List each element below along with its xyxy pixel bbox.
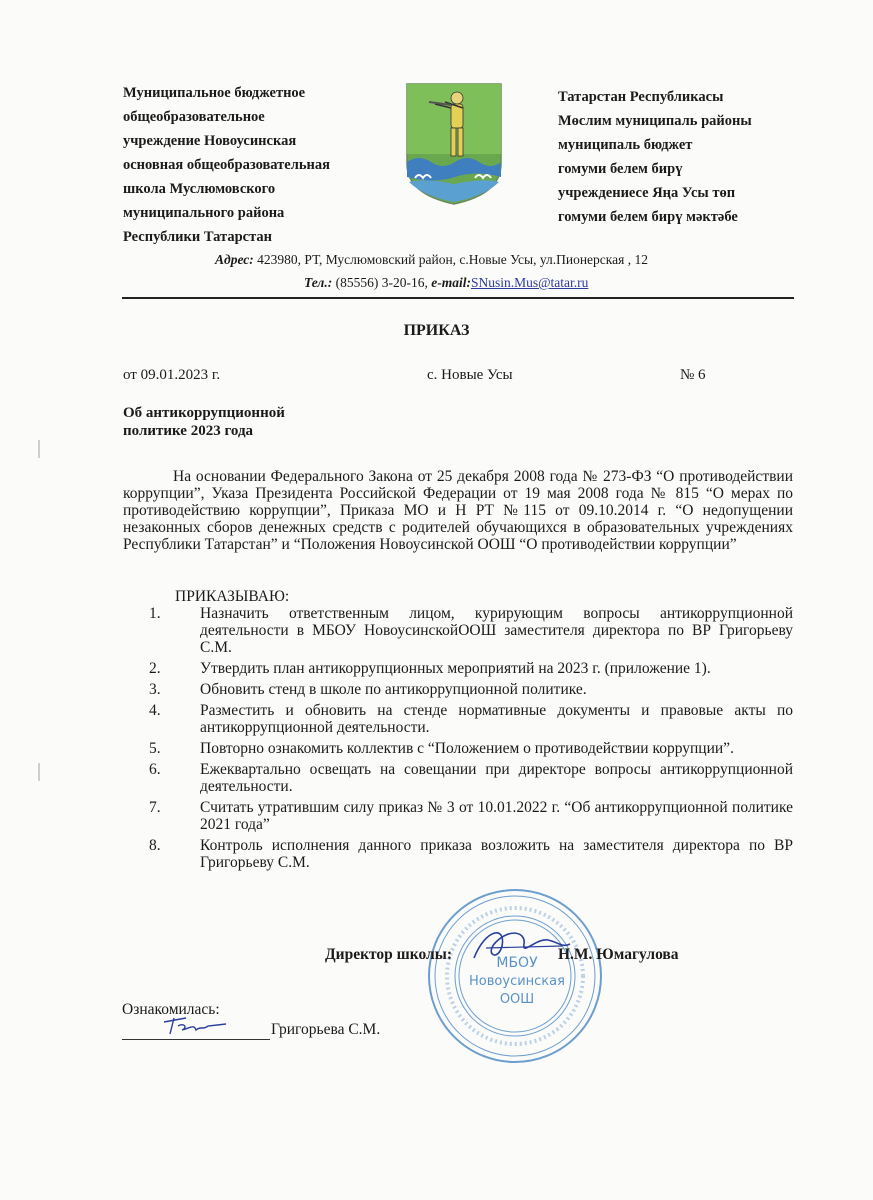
- document-date: от 09.01.2023 г.: [123, 367, 221, 383]
- list-item: [123, 681, 793, 698]
- coat-of-arms-icon: [405, 82, 503, 206]
- list-item: [123, 702, 793, 736]
- item-text: Считать утратившим силу приказ № 3 от 10.01.2022 г. “Об антикоррупционной политике 2021 года”: [200, 799, 793, 833]
- acknowledgement-signature-line: [122, 1039, 270, 1040]
- document-body: На основании Федерального Закона от 25 декабря 2008 года № 273-ФЗ “О противодействии коррупции”, Указа Президента Российской Федерации от 19 мая 2008 года № 815 “О мерах по противодействию коррупции”, Приказа МО и Н РТ №115 от 09.10.2014 г. “О недопущении незаконных сборов денежных средств с родителей обучающихся в образовательных учреждениях Республики Татарстан” и “Положения Новоусинской ООШ “О противодействии коррупции”: [123, 468, 793, 553]
- item-text: Утвердить план антикоррупционных мероприятий на 2023 г. (приложение 1).: [200, 660, 711, 677]
- header-right-line: гомуми белем бирү мәктәбе: [558, 209, 738, 225]
- list-item: [123, 761, 793, 795]
- address-text: 423980, РТ, Муслюмовский район, с.Новые Усы, ул.Пионерская , 12: [253, 252, 648, 267]
- item-number: 1.: [149, 605, 161, 622]
- header-left-org-name: [123, 81, 330, 249]
- list-item: [123, 837, 793, 871]
- document-number: № 6: [680, 367, 706, 383]
- item-text: Повторно ознакомить коллектив с “Положением о противодействии коррупции”.: [200, 740, 734, 757]
- item-number: 5.: [149, 740, 161, 757]
- phone-text: (85556) 3-20-16,: [332, 275, 432, 290]
- email-link[interactable]: SNusin.Mus@tatar.ru: [470, 275, 589, 290]
- header-left-line: муниципального района: [123, 205, 285, 221]
- scan-mark: [38, 763, 40, 781]
- list-item: [123, 740, 793, 757]
- item-text: Обновить стенд в школе по антикоррупционной политике.: [200, 681, 587, 698]
- contacts-line: [304, 275, 588, 291]
- subject-line: Об антикоррупционной: [123, 405, 285, 421]
- order-items-list: [123, 605, 793, 875]
- header-right-line: муниципаль бюджет: [558, 137, 693, 153]
- subject-line: политике 2023 года: [123, 423, 254, 439]
- header-left-line: общеобразовательное: [123, 109, 265, 125]
- header-right-line: гомуми белем бирү: [558, 161, 683, 177]
- header-left-line: школа Муслюмовского: [123, 181, 276, 197]
- acknowledgement-label: Ознакомилась:: [122, 1001, 220, 1018]
- header-divider: [122, 297, 794, 299]
- document-place: с. Новые Усы: [427, 367, 513, 383]
- header-right-org-name: [558, 85, 752, 229]
- item-text: Разместить и обновить на стенде нормативные документы и правовые акты по антикоррупционной деятельности.: [200, 702, 793, 736]
- header-left-line: учреждение Новоусинская: [123, 133, 297, 149]
- list-item: [123, 660, 793, 677]
- header-left-line: Республики Татарстан: [123, 229, 272, 245]
- header-right-line: учреждениесе Яңа Усы төп: [558, 185, 736, 201]
- header-left-line: Муниципальное бюджетное: [123, 85, 306, 101]
- stamp-line: Новоусинская: [469, 974, 565, 989]
- item-number: 7.: [149, 799, 161, 816]
- acknowledgement-signature-icon: [160, 1012, 230, 1038]
- document-subject: [123, 404, 285, 440]
- document-title: ПРИКАЗ: [403, 322, 470, 339]
- email-label: e-mail:: [431, 275, 471, 290]
- stamp-line: ООШ: [499, 992, 535, 1007]
- header-right-line: Татарстан Республикасы: [558, 89, 724, 105]
- phone-label: Тел.:: [304, 275, 333, 290]
- order-word: ПРИКАЗЫВАЮ:: [175, 588, 290, 605]
- header-right-line: Мөслим муниципаль районы: [558, 113, 752, 129]
- item-number: 4.: [149, 702, 161, 719]
- address-label: Адрес:: [215, 252, 254, 267]
- list-item: [123, 799, 793, 833]
- item-number: 3.: [149, 681, 161, 698]
- address-line: [215, 252, 648, 268]
- item-text: Назначить ответственным лицом, курирующим вопросы антикоррупционной деятельности в МБОУ НовоусинскойООШ заместителя директора по ВР Григорьеву С.М.: [200, 605, 793, 656]
- official-stamp-icon: [425, 887, 605, 1065]
- item-text: Контроль исполнения данного приказа возложить на заместителя директора по ВР Григорьеву С.М.: [200, 837, 793, 871]
- header-left-line: основная общеобразовательная: [123, 157, 330, 173]
- signature-position: Директор школы:: [325, 946, 452, 963]
- scan-mark: [38, 440, 40, 458]
- signature-name: Н.М. Юмагулова: [558, 946, 679, 963]
- list-item: [123, 605, 793, 656]
- acknowledgement-name: Григорьева С.М.: [271, 1021, 381, 1038]
- item-number: 6.: [149, 761, 161, 778]
- item-number: 8.: [149, 837, 161, 854]
- item-text: Ежеквартально освещать на совещании при директоре вопросы антикоррупционной деятельности.: [200, 761, 793, 795]
- stamp-line: МБОУ: [496, 955, 538, 971]
- item-number: 2.: [149, 660, 161, 677]
